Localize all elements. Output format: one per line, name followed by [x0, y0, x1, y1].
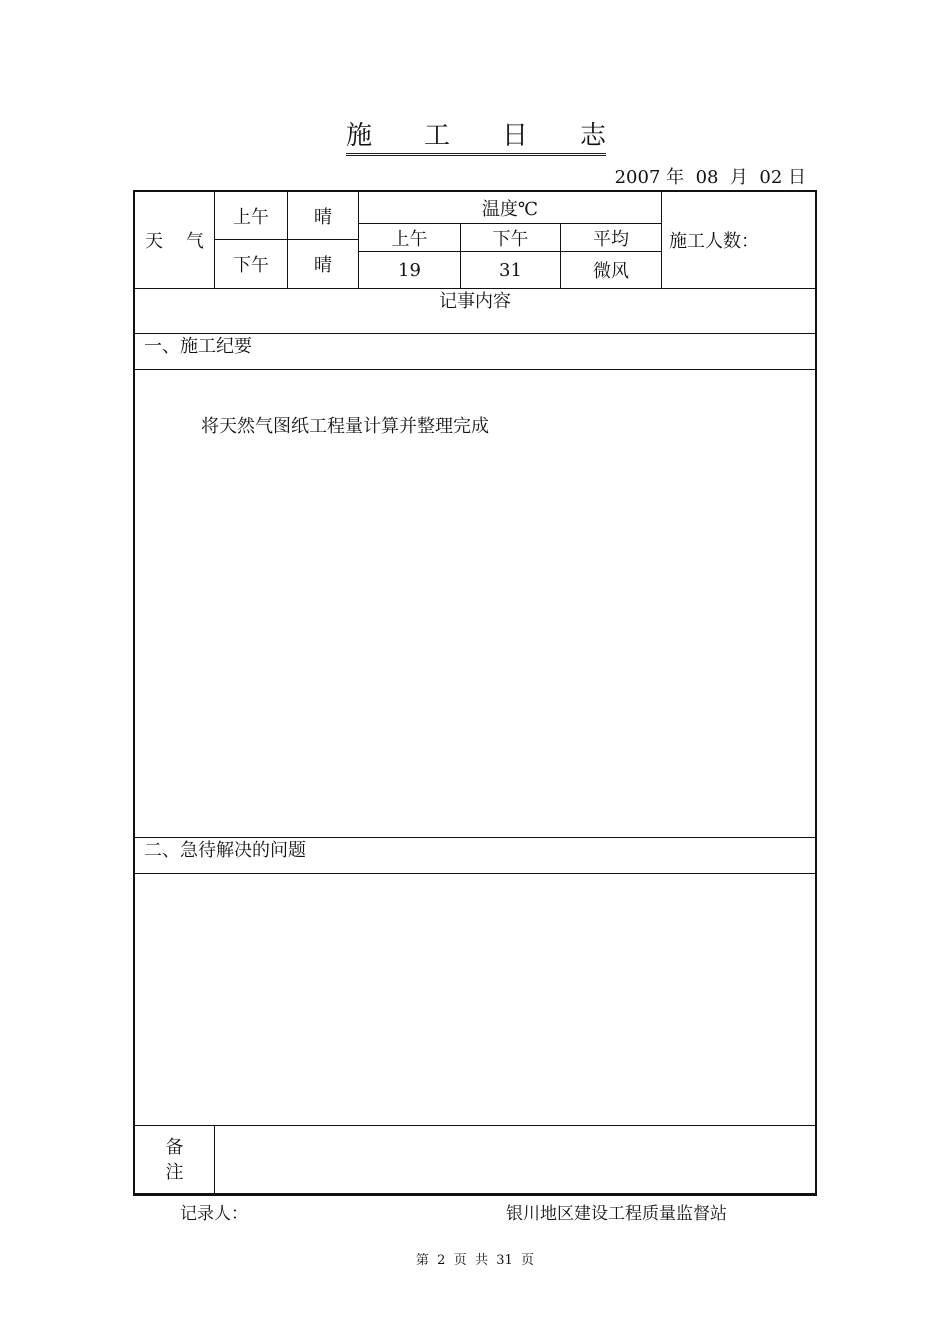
- organization-name: 银川地区建设工程质量监督站: [506, 1204, 727, 1224]
- weather-afternoon-value: 晴: [314, 255, 332, 276]
- temperature-val-average: 微风: [593, 261, 629, 282]
- weather-afternoon-label: 下午: [233, 255, 269, 276]
- weather-morning-label: 上午: [233, 206, 269, 228]
- section1-content: 将天然气图纸工程量计算并整理完成: [201, 416, 489, 437]
- remarks-label-1: 备: [165, 1137, 184, 1158]
- section2-content: [160, 880, 800, 902]
- remarks-label-2: 注: [165, 1162, 184, 1183]
- weather-morning-value: 晴: [314, 206, 332, 228]
- temperature-val-afternoon: 31: [499, 259, 522, 281]
- recorder-label: 记录人：: [180, 1204, 248, 1224]
- temperature-col-afternoon: 下午: [492, 228, 529, 250]
- page-title: [346, 116, 606, 156]
- title-char-2: 工: [423, 121, 450, 151]
- temperature-col-average: 平均: [593, 228, 629, 250]
- title-char-3: 日: [501, 121, 528, 151]
- title-char-4: 志: [579, 121, 606, 151]
- log-date: 2007 年 08 月 02 日: [614, 167, 806, 188]
- temperature-header: 温度℃: [481, 198, 539, 220]
- title-char-1: 施: [346, 121, 373, 151]
- weather-label: 天 气: [145, 231, 204, 252]
- page-indicator: 第 2 页 共 31 页: [415, 1253, 535, 1268]
- section2-heading: 二、急待解决的问题: [144, 840, 306, 861]
- section1-heading: 一、施工纪要: [144, 336, 252, 357]
- notes-header: 记事内容: [439, 291, 511, 312]
- temperature-col-morning: 上午: [391, 228, 428, 250]
- temperature-val-morning: 19: [398, 259, 421, 281]
- workers-label: 施工人数：: [669, 231, 759, 252]
- remarks-content: [224, 1140, 804, 1164]
